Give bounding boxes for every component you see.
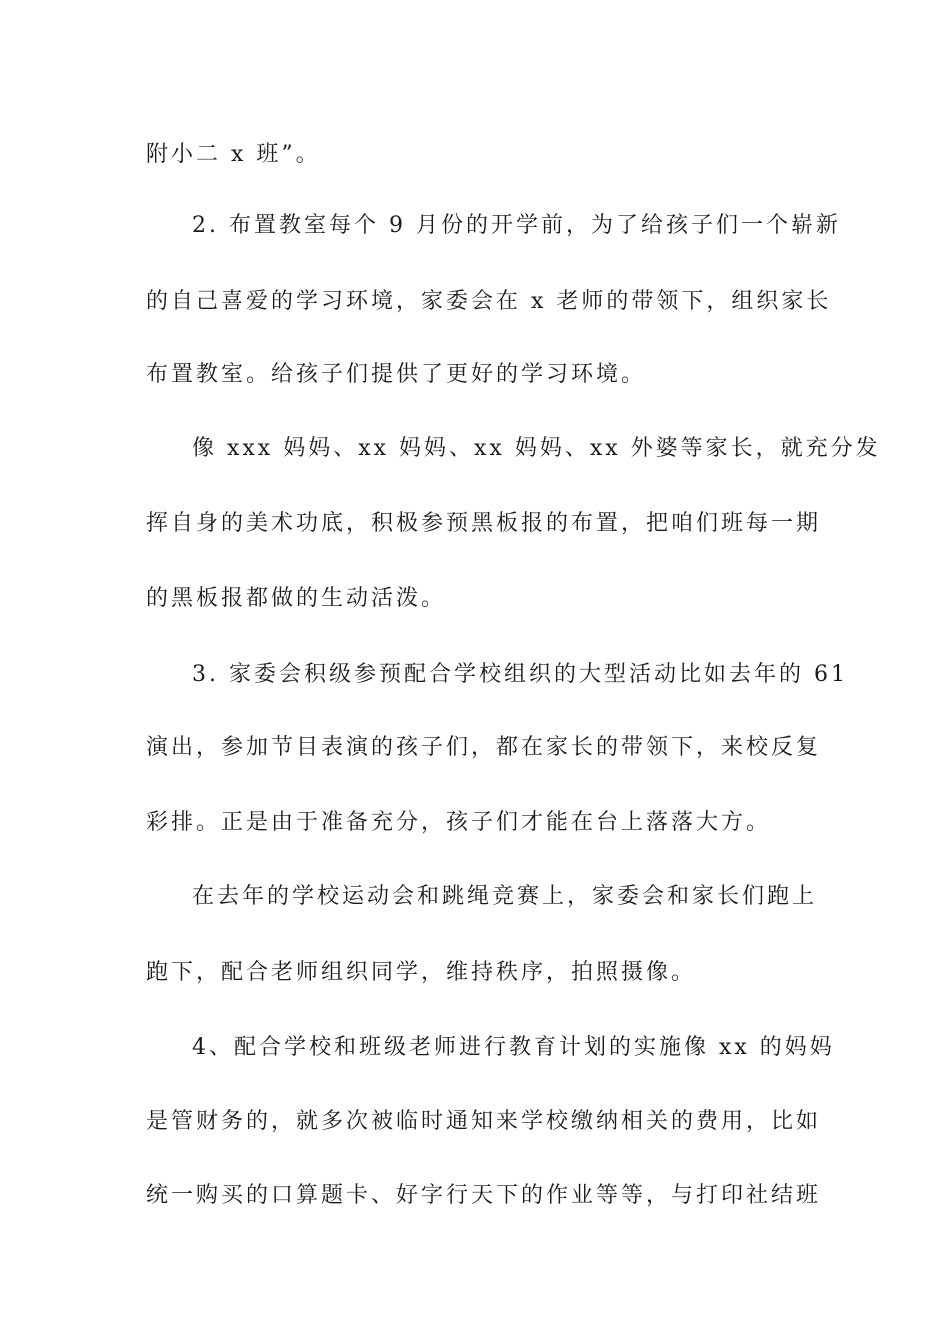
paragraph-line: 是管财务的，就多次被临时通知来学校缴纳相关的费用，比如: [146, 1109, 822, 1134]
paragraph-line: 演出，参加节目表演的孩子们，都在家长的带领下，来校反复: [146, 735, 822, 760]
paragraph-line: 3. 家委会积级参预配合学校组织的大型活动比如去年的 61: [192, 662, 848, 687]
paragraph-line: 在去年的学校运动会和跳绳竞赛上，家委会和家长们跑上: [192, 884, 818, 909]
paragraph-line: 的自己喜爱的学习环境，家委会在 x 老师的带领下，组织家长: [146, 289, 832, 314]
paragraph-line: 挥自身的美术功底，积极参预黑板报的布置，把咱们班每一期: [146, 511, 822, 536]
paragraph-line: 布置教室。给孩子们提供了更好的学习环境。: [146, 362, 647, 387]
paragraph-line: 附小二 x 班”。: [146, 142, 321, 167]
paragraph-line: 像 xxx 妈妈、xx 妈妈、xx 妈妈、xx 外婆等家长，就充分发: [192, 436, 881, 461]
paragraph-line: 4、配合学校和班级老师进行教育计划的实施像 xx 的妈妈: [192, 1035, 835, 1060]
paragraph-line: 彩排。正是由于准备充分，孩子们才能在台上落落大方。: [146, 810, 772, 835]
paragraph-line: 的黑板报都做的生动活泼。: [146, 586, 447, 611]
paragraph-line: 跑下，配合老师组织同学，维持秩序，拍照摄像。: [146, 960, 697, 985]
paragraph-line: 统一购买的口算题卡、好字行天下的作业等等，与打印社结班: [146, 1183, 822, 1208]
paragraph-line: 2. 布置教室每个 9 月份的开学前，为了给孩子们一个崭新: [192, 213, 841, 238]
